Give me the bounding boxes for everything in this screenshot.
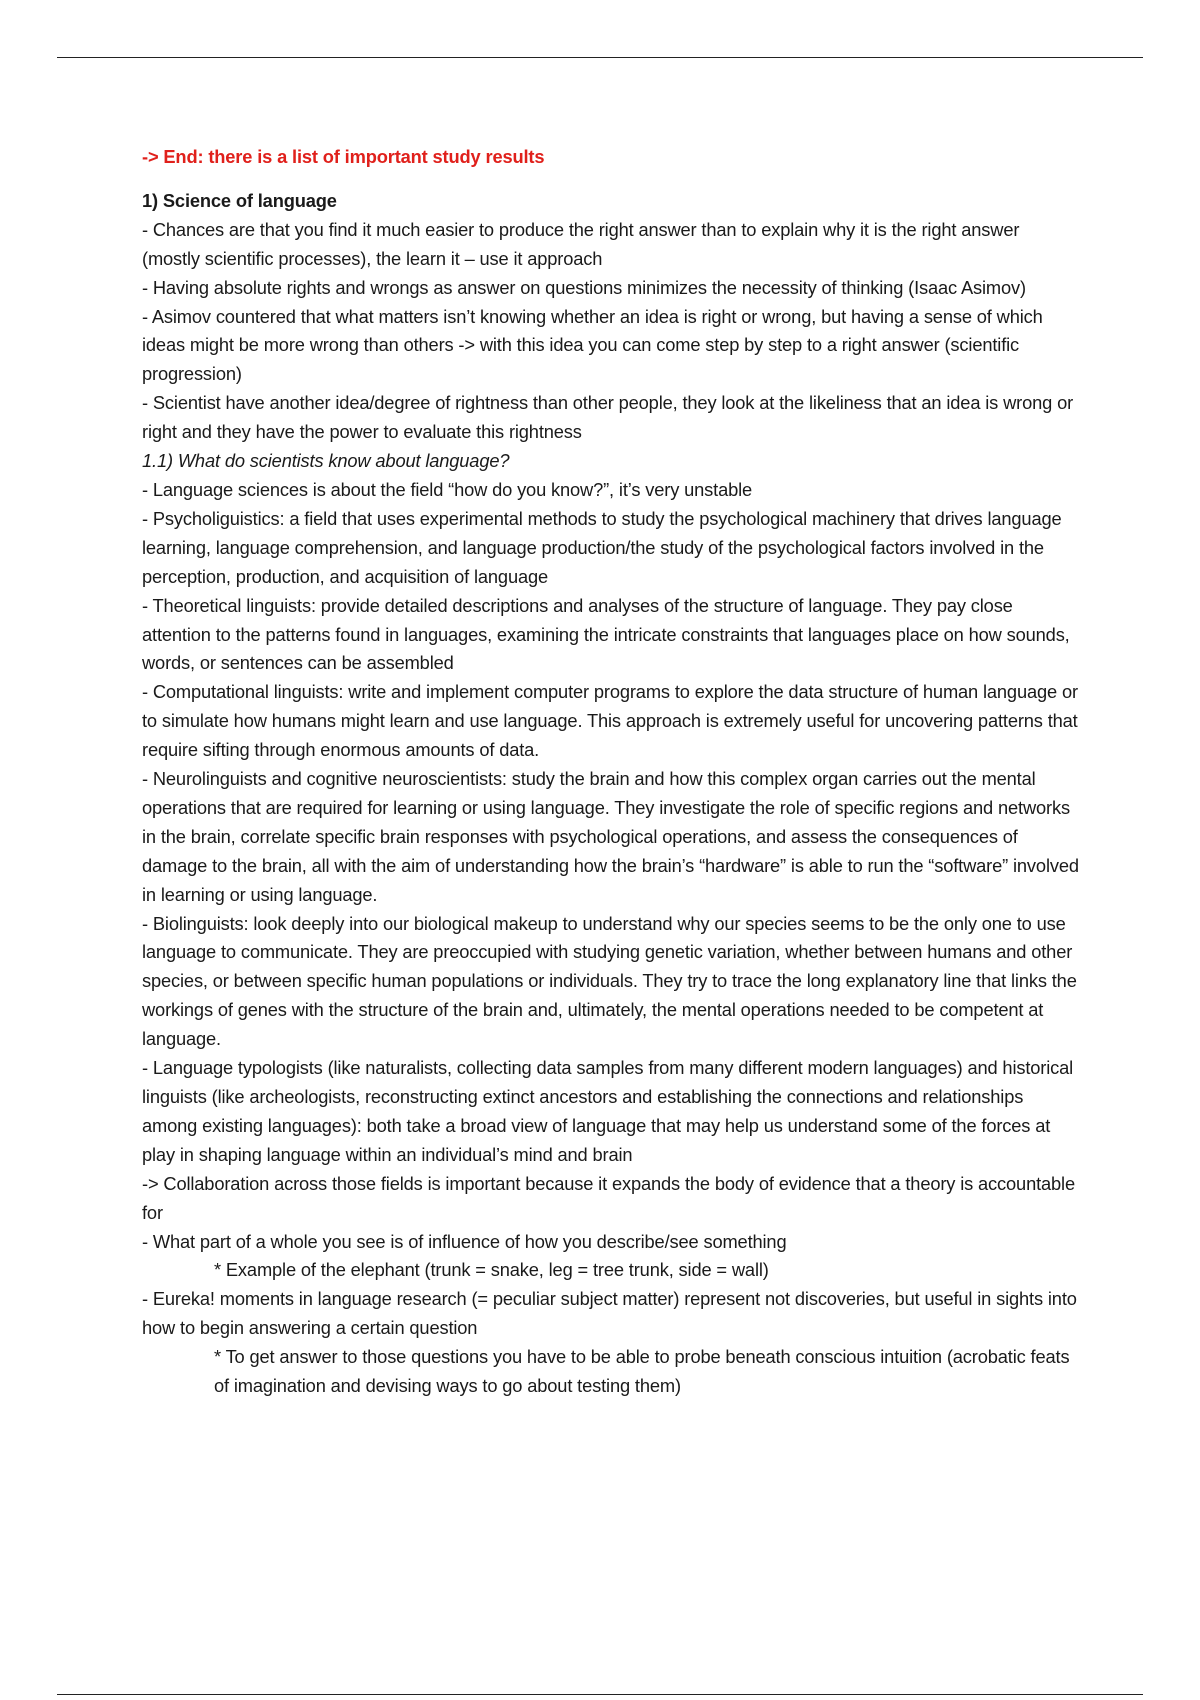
paragraph: - Computational linguists: write and implement computer programs to explore the data structure of human language or to simulate how humans might learn and use language. This approach is extremely useful for uncovering patterns that require sifting through enormous amounts of data. [142, 681, 1078, 761]
paragraph: - Having absolute rights and wrongs as answer on questions minimizes the necessity of thinking (Isaac Asimov) [142, 276, 1026, 298]
paragraph: -> Collaboration across those fields is important because it expands the body of evidence that a theory is accountable for [142, 1172, 1075, 1223]
bottom-rule [57, 1694, 1143, 1695]
paragraph: - Asimov countered that what matters isn’t knowing whether an idea is right or wrong, but having a sense of which ideas might be more wrong than others -> with this idea you can come step by step to a right answer (scientific progression) [142, 305, 1043, 385]
paragraph: - Theoretical linguists: provide detailed descriptions and analyses of the structure of language. They pay close attention to the patterns found in languages, examining the intricate constraints that languages place on how sounds, words, or sentences can be assembled [142, 594, 1070, 674]
paragraph: - Language sciences is about the field “how do you know?”, it’s very unstable [142, 478, 753, 500]
paragraph: - Chances are that you find it much easier to produce the right answer than to explain why it is the right answer (mostly scientific processes), the learn it – use it approach [142, 218, 1020, 269]
top-rule [57, 57, 1143, 58]
paragraph: - Biolinguists: look deeply into our biological makeup to understand why our species seems to be the only one to use language to communicate. They are preoccupied with studying genetic variation, whether between humans and other species, or between specific human populations or individuals. They try to trace the long explanatory line that links the workings of genes with the structure of the brain and, ultimately, the mental operations needed to be competent at language. [142, 912, 1077, 1050]
subsection-heading: 1.1) What do scientists know about language? [142, 450, 510, 472]
red-note: -> End: there is a list of important study results [142, 146, 545, 167]
paragraph: - Language typologists (like naturalists, collecting data samples from many different modern languages) and historical linguists (like archeologists, reconstructing extinct ancestors and establishing the connections and relationships among existing languages): both take a broad view of language that may help us understand some of the forces at play in shaping language within an individual’s mind and brain [142, 1057, 1074, 1165]
paragraph: - What part of a whole you see is of influence of how you describe/see something [142, 1230, 787, 1252]
bullet-item: * To get answer to those questions you have to be able to probe beneath conscious intuition (acrobatic feats of imagination and devising ways to go about testing them) [214, 1346, 1070, 1397]
section-heading: 1) Science of language [142, 189, 337, 211]
bullet-item: * Example of the elephant (trunk = snake, leg = tree trunk, side = wall) [214, 1259, 769, 1281]
paragraph: - Eureka! moments in language research (= peculiar subject matter) represent not discoveries, but useful in sights into how to begin answering a certain question [142, 1288, 1077, 1339]
paragraph: - Neurolinguists and cognitive neuroscientists: study the brain and how this complex organ carries out the mental operations that are required for learning or using language. They investigate the role of specific regions and networks in the brain, correlate specific brain responses with psychological operations, and assess the consequences of damage to the brain, all with the aim of understanding how the brain’s “hardware” is able to run the “software” involved in learning or using language. [142, 768, 1079, 905]
paragraph: - Scientist have another idea/degree of rightness than other people, they look at the likeliness that an idea is wrong or right and they have the power to evaluate this rightness [142, 392, 1074, 443]
document-body [142, 143, 1082, 1401]
paragraph: - Psycholiguistics: a field that uses experimental methods to study the psychological machinery that drives language learning, language comprehension, and language production/the study of the psychological factors involved in the perception, production, and acquisition of language [142, 507, 1062, 587]
